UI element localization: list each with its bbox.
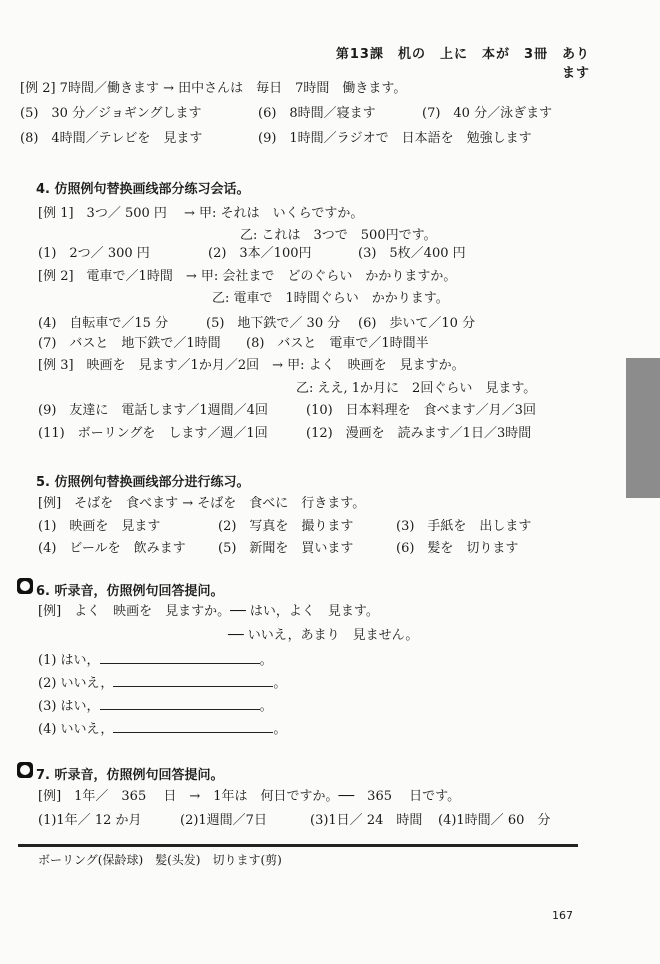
vocabulary-footnote: ボーリング(保龄球) 髪(头发) 切ります(剪) bbox=[38, 853, 282, 867]
exercise-item: (3) 5枚／400 円 bbox=[358, 246, 466, 261]
exercise-item: (1)1年／ 12 か月 bbox=[38, 813, 142, 828]
example-line: [例] そばを 食べます → そばを 食べに 行きます。 bbox=[38, 496, 366, 511]
exercise-item: (4)1時間／ 60 分 bbox=[438, 813, 551, 828]
answer-line: ── いいえ，あまり 見ません。 bbox=[228, 628, 419, 643]
exercise-item: (6) 髪を 切ります bbox=[396, 541, 519, 556]
exercise-item: (1) 映画を 見ます bbox=[38, 519, 161, 534]
answer-line: 乙: これは 3つで 500円です。 bbox=[240, 228, 437, 243]
answer-line: 乙: 電車で 1時間ぐらい かかります。 bbox=[212, 291, 449, 306]
answer-row bbox=[38, 720, 286, 739]
example-line: [例] 1年／ 365 日 → 1年は 何日ですか。── 365 日です。 bbox=[38, 789, 461, 804]
exercise-item: (6) 8時間／寝ます bbox=[258, 106, 376, 121]
exercise-item: (8) 4時間／テレビを 見ます bbox=[20, 131, 203, 146]
answer-label: (2) いいえ， bbox=[38, 676, 114, 691]
exercise-item: (8) バスと 電車で／1時間半 bbox=[246, 336, 429, 351]
answer-blank[interactable] bbox=[100, 697, 260, 710]
example-line: [例] よく 映画を 見ますか。── はい，よく 見ます。 bbox=[38, 604, 379, 619]
answer-period: 。 bbox=[259, 653, 273, 668]
exercise-item: (3) 手紙を 出します bbox=[396, 519, 532, 534]
section-4-title: 4. 仿照例句替换画线部分练习会话。 bbox=[36, 182, 250, 197]
answer-label: (3) はい， bbox=[38, 699, 100, 714]
exercise-item: (6) 歩いて／10 分 bbox=[358, 316, 476, 331]
example-line: [例 2] 7時間／働きます → 田中さんは 毎日 7時間 働きます。 bbox=[20, 81, 407, 96]
exercise-item: (10) 日本料理を 食べます／月／3回 bbox=[306, 403, 536, 418]
answer-label: (1) はい， bbox=[38, 653, 100, 668]
answer-blank[interactable] bbox=[100, 651, 260, 664]
answer-row bbox=[38, 674, 286, 693]
example-line: [例 1] 3つ／ 500 円 → 甲: それは いくらですか。 bbox=[38, 206, 364, 221]
exercise-item: (2) 3本／100円 bbox=[208, 246, 312, 261]
answer-blank[interactable] bbox=[113, 720, 273, 733]
side-thumb-tab bbox=[626, 358, 660, 498]
example-line: [例 2] 電車で／1時間 → 甲: 会社まで どのぐらい かかりますか。 bbox=[38, 269, 457, 284]
headphone-icon bbox=[17, 578, 33, 594]
answer-row bbox=[38, 651, 273, 670]
answer-period: 。 bbox=[273, 722, 287, 737]
exercise-item: (2)1週間／7日 bbox=[180, 813, 267, 828]
example-line: [例 3] 映画を 見ます／1か月／2回 → 甲: よく 映画を 見ますか。 bbox=[38, 358, 465, 373]
answer-line: 乙: ええ, 1か月に 2回ぐらい 見ます。 bbox=[296, 381, 537, 396]
exercise-item: (7) バスと 地下鉄で／1時間 bbox=[38, 336, 221, 351]
section-6-title: 6. 听录音，仿照例句回答提问。 bbox=[36, 584, 224, 599]
headphone-icon bbox=[17, 762, 33, 778]
section-7-title: 7. 听录音，仿照例句回答提问。 bbox=[36, 768, 224, 783]
section-5-title: 5. 仿照例句替换画线部分进行练习。 bbox=[36, 475, 250, 490]
exercise-item: (4) ビールを 飲みます bbox=[38, 541, 186, 556]
answer-row bbox=[38, 697, 273, 716]
answer-period: 。 bbox=[259, 699, 273, 714]
exercise-item: (2) 写真を 撮ります bbox=[218, 519, 354, 534]
exercise-item: (7) 40 分／泳ぎます bbox=[422, 106, 553, 121]
exercise-item: (11) ボーリングを します／週／1回 bbox=[38, 426, 268, 441]
exercise-item: (5) 30 分／ジョギングします bbox=[20, 106, 202, 121]
footer-divider bbox=[18, 844, 578, 847]
exercise-item: (5) 地下鉄で／ 30 分 bbox=[206, 316, 341, 331]
page-number: 167 bbox=[552, 909, 573, 922]
exercise-item: (12) 漫画を 読みます／1日／3時間 bbox=[306, 426, 532, 441]
answer-label: (4) いいえ， bbox=[38, 722, 114, 737]
answer-blank[interactable] bbox=[113, 674, 273, 687]
exercise-item: (9) 1時間／ラジオで 日本語を 勉強します bbox=[258, 131, 532, 146]
exercise-item: (1) 2つ／ 300 円 bbox=[38, 246, 150, 261]
exercise-item: (3)1日／ 24 時間 bbox=[310, 813, 423, 828]
page-header-title: 第13課 机の 上に 本が 3冊 あります bbox=[335, 47, 590, 81]
answer-period: 。 bbox=[273, 676, 287, 691]
exercise-item: (9) 友達に 電話します／1週間／4回 bbox=[38, 403, 268, 418]
exercise-item: (4) 自転車で／15 分 bbox=[38, 316, 169, 331]
exercise-item: (5) 新聞を 買います bbox=[218, 541, 354, 556]
